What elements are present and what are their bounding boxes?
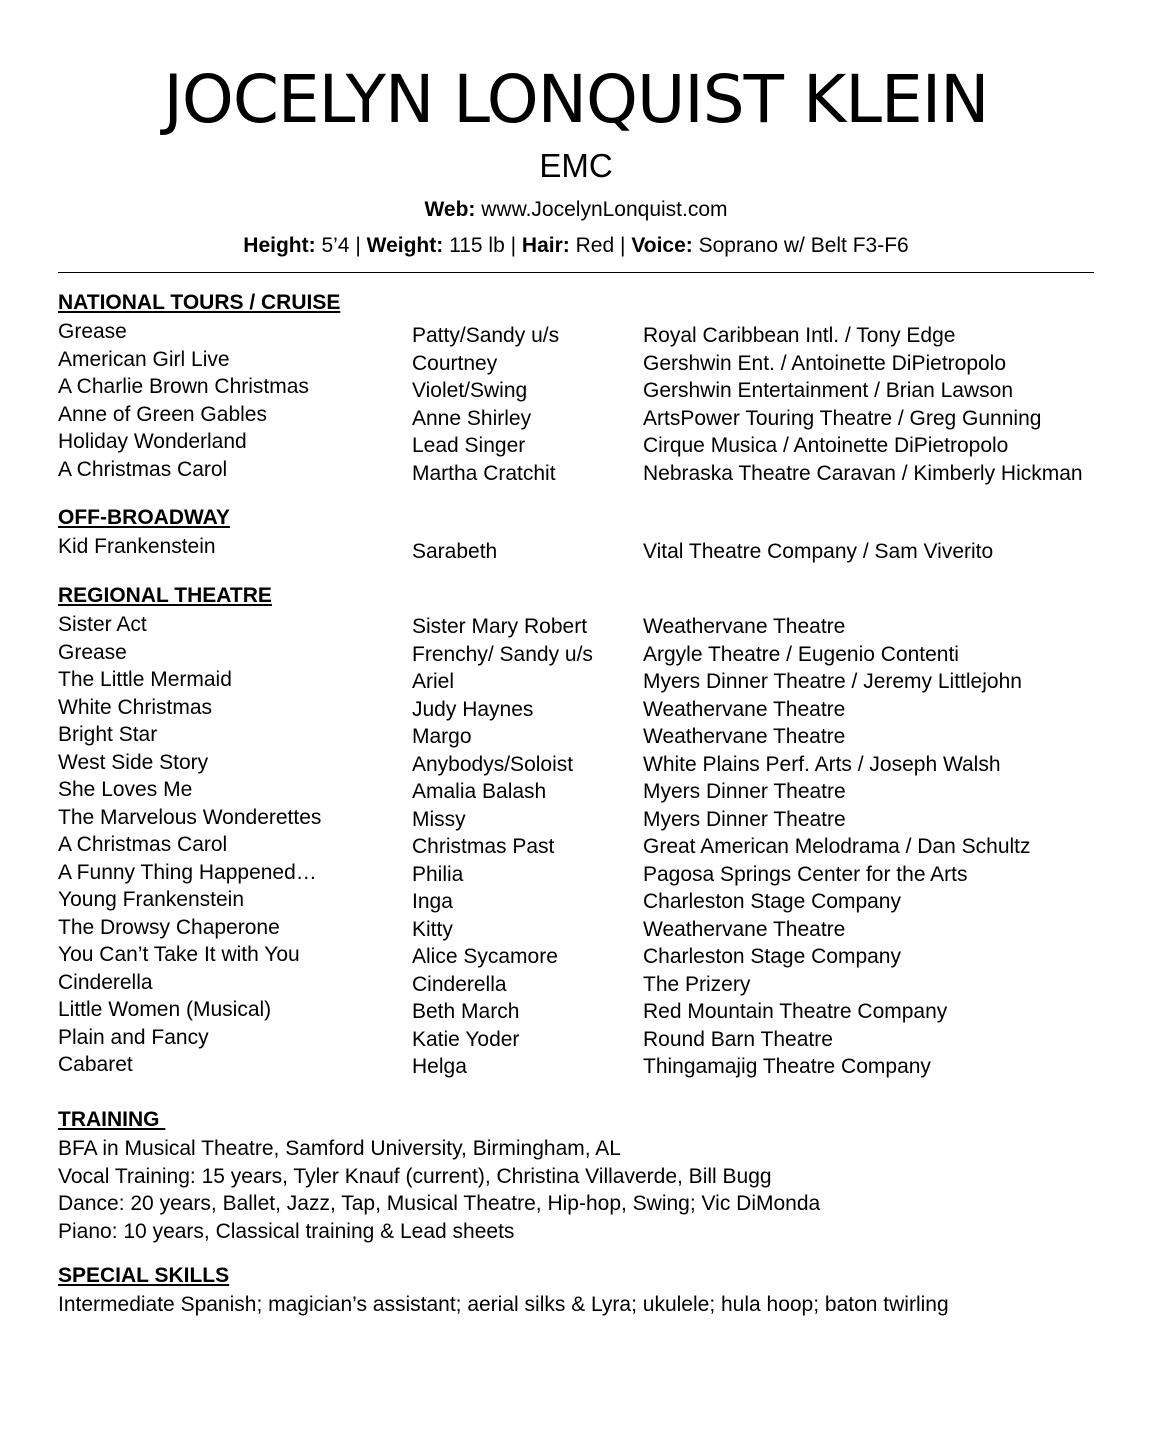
credit-role: Kitty	[412, 917, 453, 941]
credit-title: Plain and Fancy	[58, 1025, 209, 1049]
weight-value: 115 lb	[449, 234, 505, 257]
credit-role: Lead Singer	[412, 434, 526, 457]
voice-label: Voice:	[631, 234, 693, 257]
training-item: BFA in Musical Theatre, Samford University, Birmingham, AL	[58, 1137, 621, 1160]
credit-title: Young Frankenstein	[58, 888, 245, 911]
credit-company: The Prizery	[643, 972, 751, 996]
credit-title: Sister Act	[58, 613, 147, 636]
hair-value: Red	[575, 234, 615, 257]
training-list	[58, 1135, 820, 1245]
union-status: EMC	[539, 147, 613, 184]
credit-role: Anne Shirley	[412, 406, 532, 430]
credit-role: Helga	[412, 1055, 467, 1078]
credit-title: American Girl Live	[58, 347, 230, 371]
credit-title: Little Women (Musical)	[58, 998, 272, 1021]
credit-title: The Drowsy Chaperone	[58, 915, 280, 939]
credit-title: The Little Mermaid	[58, 668, 232, 691]
height-label: Height:	[243, 234, 316, 257]
credit-title: Grease	[58, 320, 127, 343]
credit-company: Myers Dinner Theatre	[643, 807, 846, 831]
credit-company: Myers Dinner Theatre	[643, 780, 846, 803]
credit-title: A Charlie Brown Christmas	[58, 375, 309, 398]
separator: |	[620, 234, 626, 257]
off-broadway-titles	[58, 533, 216, 561]
regional-titles	[58, 611, 321, 1079]
credit-role: Martha Cratchit	[412, 461, 556, 485]
section-heading-regional: REGIONAL THEATRE	[58, 584, 272, 607]
skills-list	[58, 1291, 949, 1319]
national-tours-companies	[643, 322, 1083, 487]
credit-title: White Christmas	[58, 695, 213, 719]
credit-title: A Christmas Carol	[58, 457, 228, 481]
credit-company: Royal Caribbean Intl. / Tony Edge	[643, 324, 956, 347]
off-broadway-roles	[412, 538, 497, 566]
credit-title: Grease	[58, 640, 127, 664]
credit-company: White Plains Perf. Arts / Joseph Walsh	[643, 752, 1001, 776]
credit-company: Weathervane Theatre	[643, 615, 846, 638]
web-line	[0, 197, 1152, 222]
credit-company: ArtsPower Touring Theatre / Greg Gunning	[643, 406, 1042, 430]
credit-role: Inga	[412, 890, 453, 913]
credit-company: Nebraska Theatre Caravan / Kimberly Hickman	[643, 461, 1083, 485]
credit-company: Charleston Stage Company	[643, 945, 901, 968]
credit-title: Cinderella	[58, 970, 153, 994]
credit-company: Weathervane Theatre	[643, 917, 846, 941]
credit-title: She Loves Me	[58, 778, 193, 801]
credit-company: Gershwin Entertainment / Brian Lawson	[643, 379, 1014, 402]
performer-name: JOCELYN LONQUIST KLEIN	[163, 61, 989, 138]
credit-role: Courtney	[412, 351, 498, 375]
credit-role: Sister Mary Robert	[412, 615, 588, 638]
credit-company: Cirque Musica / Antoinette DiPietropolo	[643, 434, 1009, 457]
credit-role: Patty/Sandy u/s	[412, 324, 560, 347]
separator: |	[355, 234, 361, 257]
training-item: Piano: 10 years, Classical training & Lead sheets	[58, 1219, 515, 1243]
credit-title: A Christmas Carol	[58, 833, 228, 856]
credit-role: Alice Sycamore	[412, 945, 558, 968]
credit-role: Christmas Past	[412, 835, 555, 858]
credit-title: Cabaret	[58, 1053, 133, 1076]
web-url: www.JocelynLonquist.com	[481, 198, 728, 221]
separator: |	[510, 234, 517, 257]
credit-company: Gershwin Ent. / Antoinette DiPietropolo	[643, 351, 1007, 375]
credit-company: Myers Dinner Theatre / Jeremy Littlejohn	[643, 670, 1022, 693]
credit-company: Weathervane Theatre	[643, 725, 846, 748]
credit-role: Katie Yoder	[412, 1027, 520, 1051]
credit-title: A Funny Thing Happened…	[58, 860, 317, 884]
regional-roles	[412, 613, 593, 1081]
credit-role: Margo	[412, 725, 472, 748]
credit-company: Pagosa Springs Center for the Arts	[643, 862, 968, 886]
credit-company: Red Mountain Theatre Company	[643, 1000, 948, 1023]
credit-role: Sarabeth	[412, 540, 498, 563]
training-item: Dance: 20 years, Ballet, Jazz, Tap, Musical Theatre, Hip-hop, Swing; Vic DiMonda	[58, 1192, 821, 1215]
header-divider	[58, 272, 1094, 273]
section-heading-off-broadway: OFF-BROADWAY	[58, 506, 230, 529]
credit-role: Violet/Swing	[412, 379, 528, 402]
credit-company: Thingamajig Theatre Company	[643, 1055, 931, 1078]
stats-line	[0, 233, 1152, 258]
credit-title: Holiday Wonderland	[58, 430, 247, 453]
credit-role: Beth March	[412, 1000, 520, 1023]
credit-role: Cinderella	[412, 972, 507, 996]
credit-role: Philia	[412, 862, 464, 886]
training-item: Vocal Training: 15 years, Tyler Knauf (current), Christina Villaverde, Bill Bugg	[58, 1164, 772, 1188]
national-tours-titles	[58, 318, 309, 483]
credit-role: Amalia Balash	[412, 780, 547, 803]
credit-title: You Can’t Take It with You	[58, 943, 300, 966]
height-value: 5’4	[321, 234, 350, 257]
credit-company: Charleston Stage Company	[643, 890, 901, 913]
credit-company: Vital Theatre Company / Sam Viverito	[643, 540, 994, 563]
regional-companies	[643, 613, 1031, 1081]
credit-title: West Side Story	[58, 750, 209, 774]
credit-role: Anybodys/Soloist	[412, 752, 574, 776]
section-heading-training: TRAINING	[58, 1108, 166, 1131]
web-label: Web:	[424, 198, 476, 221]
credit-company: Round Barn Theatre	[643, 1027, 833, 1051]
credit-role: Judy Haynes	[412, 697, 534, 721]
credit-role: Ariel	[412, 670, 455, 693]
voice-value: Soprano w/ Belt F3-F6	[698, 234, 909, 257]
credit-role: Missy	[412, 807, 466, 831]
credit-role: Frenchy/ Sandy u/s	[412, 642, 593, 666]
credit-title: Kid Frankenstein	[58, 535, 216, 558]
skills-item: Intermediate Spanish; magician’s assistant; aerial silks & Lyra; ukulele; hula hoop; baton twirling	[58, 1293, 949, 1316]
hair-label: Hair:	[521, 234, 570, 257]
section-heading-skills: SPECIAL SKILLS	[58, 1264, 230, 1287]
national-tours-roles	[412, 322, 559, 487]
credit-title: Bright Star	[58, 723, 158, 746]
weight-label: Weight:	[366, 234, 444, 257]
credit-title: Anne of Green Gables	[58, 402, 267, 426]
credit-company: Weathervane Theatre	[643, 697, 846, 721]
credit-title: The Marvelous Wonderettes	[58, 805, 322, 829]
credit-company: Argyle Theatre / Eugenio Contenti	[643, 642, 959, 666]
credit-company: Great American Melodrama / Dan Schultz	[643, 835, 1031, 858]
off-broadway-companies	[643, 538, 993, 566]
section-heading-national-tours: NATIONAL TOURS / CRUISE	[58, 291, 341, 314]
